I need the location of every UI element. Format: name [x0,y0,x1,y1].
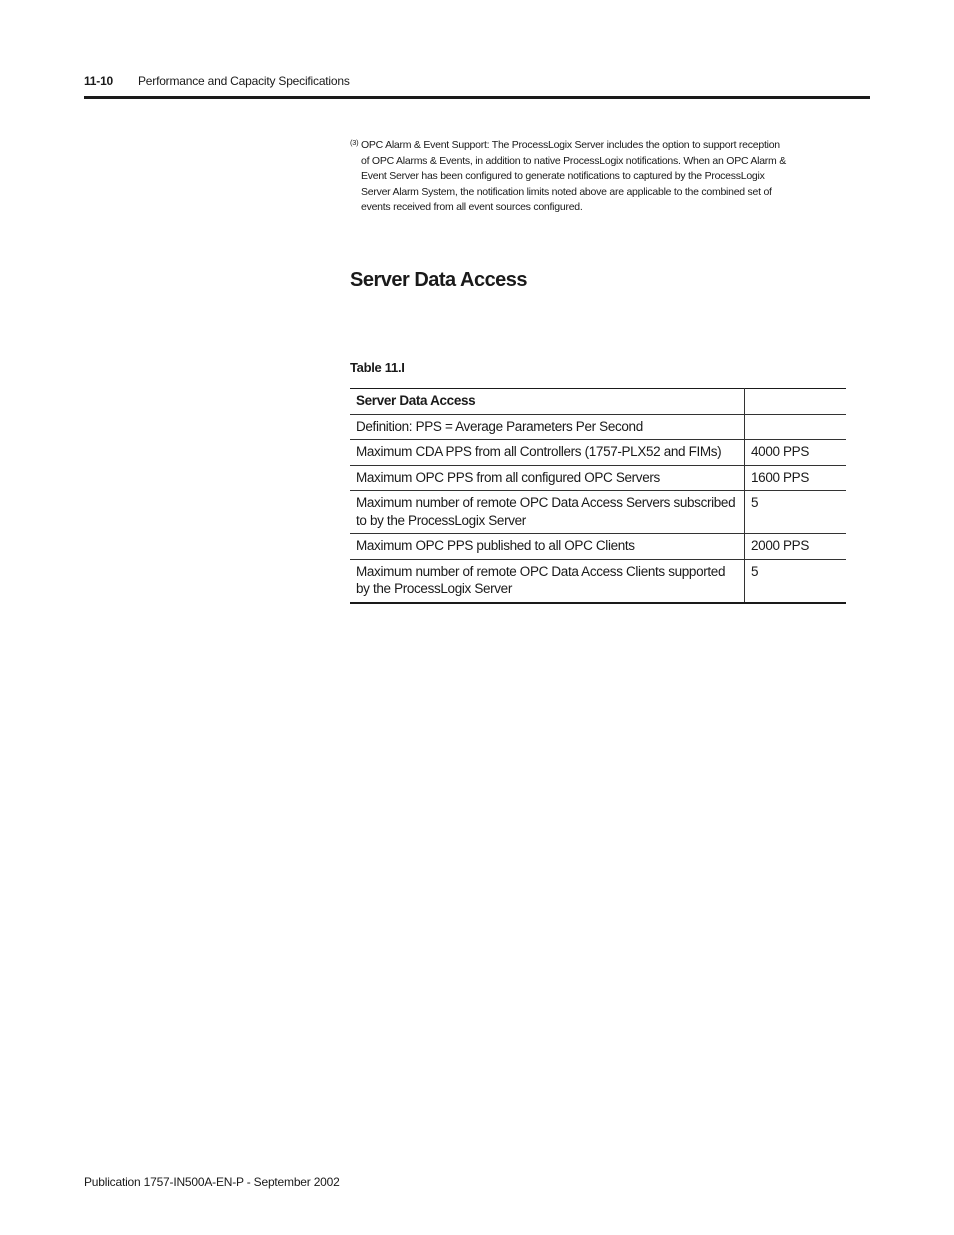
page-header [84,73,870,89]
table-header-description: Server Data Access [350,389,745,415]
table-caption: Table 11.I [350,360,405,375]
server-data-access-table [350,388,846,604]
publication-footer: Publication 1757-IN500A-EN-P - September 2002 [84,1175,340,1189]
row-value: 5 [745,491,847,534]
page-number: 11-10 [84,74,114,88]
row-value: 1600 PPS [745,465,847,491]
table-header-value [745,389,847,415]
row-description: Definition: PPS = Average Parameters Per Second [350,414,745,440]
table-header-row [350,389,846,415]
table-row [350,534,846,560]
row-value: 2000 PPS [745,534,847,560]
row-description: Maximum OPC PPS from all configured OPC Servers [350,465,745,491]
row-description: Maximum number of remote OPC Data Access Clients supported by the ProcessLogix Server [350,559,745,603]
table-row [350,414,846,440]
footnote-marker: (3) [350,138,359,147]
row-description: Maximum OPC PPS published to all OPC Clients [350,534,745,560]
row-description: Maximum number of remote OPC Data Access Servers subscribed to by the ProcessLogix Server [350,491,745,534]
row-description: Maximum CDA PPS from all Controllers (1757-PLX52 and FIMs) [350,440,745,466]
row-value: 4000 PPS [745,440,847,466]
table-row [350,491,846,534]
table-row [350,440,846,466]
footnote [350,138,790,216]
section-title: Server Data Access [350,269,528,291]
row-value: 5 [751,563,759,579]
table-row [350,559,846,603]
row-value [745,414,847,440]
footnote-text: OPC Alarm & Event Support: The ProcessLogix Server includes the option to support reception of OPC Alarms & Events, in addition to native ProcessLogix notifications. When an OPC Alarm & Event Server has been configured to generate notifications to captured by the ProcessLogix Server Alarm System, the notification limits noted above are applicable to the combined set of events received from all event sources configured. [361,139,786,214]
table-row [350,465,846,491]
header-divider [84,96,870,99]
chapter-title: Performance and Capacity Specifications [138,74,350,88]
